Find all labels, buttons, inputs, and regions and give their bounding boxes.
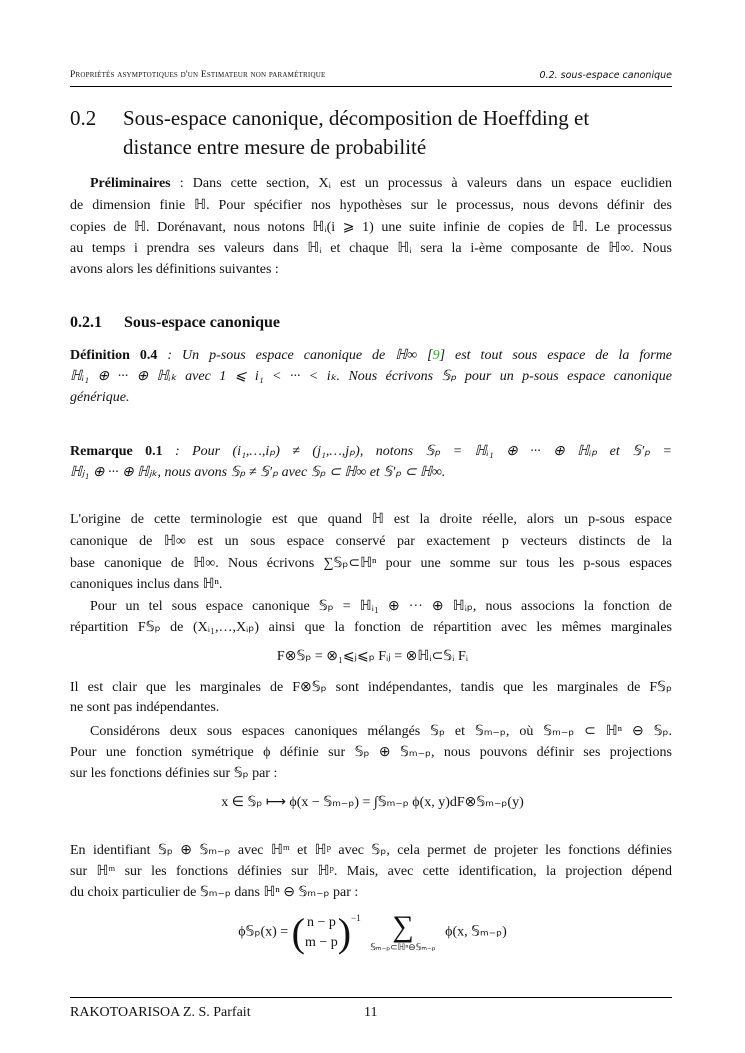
section-ref: 0.2. sous-espace canonique xyxy=(539,70,672,81)
citation-link[interactable]: 9 xyxy=(432,348,440,363)
subsection-title: Sous-espace canonique xyxy=(124,314,281,331)
remark-line xyxy=(70,443,672,461)
section-title-line: Sous-espace canonique, décomposition de Hoeffding et xyxy=(123,106,590,130)
binom-top: n − p xyxy=(306,914,336,930)
paragraph-line: L'origine de cette terminologie est que quand ℍ est la droite réelle, alors un p-sous espace xyxy=(70,512,672,527)
text: : Dans cette section, Xᵢ est un processus à valeurs dans un espace euclidien xyxy=(170,176,672,191)
paragraph-line: Considérons deux sous espaces canoniques mélangés 𝕊ₚ et 𝕊ₘ₋ₚ, où 𝕊ₘ₋ₚ ⊂ ℍⁿ ⊖ 𝕊ₚ. xyxy=(90,724,672,739)
subsection-heading xyxy=(70,314,280,332)
sum-symbol: ∑ xyxy=(392,910,414,943)
footer-author: RAKOTOARISOA Z. S. Parfait xyxy=(70,1005,251,1020)
text: ] est tout sous espace de la forme xyxy=(439,348,673,363)
preliminaires-line xyxy=(90,175,672,193)
sum xyxy=(370,912,435,953)
paragraph-line: base canonique de ℍ∞. Nous écrivons ∑𝕊ₚ⊂ℍⁿ pour une somme sur tous les p-sous espaces xyxy=(70,556,672,571)
section-number: 0.2 xyxy=(70,106,97,130)
paragraph-line: canonique de ℍ∞ est un sous espace conservé par exactement p vecteurs distincts de la xyxy=(70,534,672,549)
eq-rhs: ϕ(x, 𝕊ₘ₋ₚ) xyxy=(445,924,507,940)
definition-line: ℍᵢ₁ ⊕ ··· ⊕ ℍᵢₖ avec 1 ⩽ i₁ < ··· < iₖ. Nous écrivons 𝕊ₚ pour un p-sous espace canonique xyxy=(70,369,672,384)
paragraph-line: sur les fonctions définies sur 𝕊ₚ par : xyxy=(70,766,278,781)
paragraph-line: En identifiant 𝕊ₚ ⊕ 𝕊ₘ₋ₚ avec ℍᵐ et ℍᵖ avec 𝕊ₚ, cela permet de projeter les fonctions définies xyxy=(70,843,672,858)
paragraph-line: du choix particulier de 𝕊ₘ₋ₚ dans ℍⁿ ⊖ 𝕊ₘ₋ₚ par : xyxy=(70,885,359,900)
paragraph-line: Pour une fonction symétrique ϕ définie sur 𝕊ₚ ⊕ 𝕊ₘ₋ₚ, nous pouvons définir ses projections xyxy=(70,745,672,760)
equation-symmetrized-projection xyxy=(0,909,745,955)
section-title-line: distance entre mesure de probabilité xyxy=(123,135,427,159)
preliminaires-label: Préliminaires xyxy=(90,176,171,191)
definition-label: Définition 0.4 xyxy=(70,348,158,363)
running-title: Propriétés asymptotiques d'un Estimateur non paramétrique xyxy=(70,70,326,80)
paragraph-line: Pour un tel sous espace canonique 𝕊ₚ = ℍᵢ₁ ⊕ ··· ⊕ ℍᵢₚ, nous associons la fonction de xyxy=(90,599,672,614)
subsection-number: 0.2.1 xyxy=(70,314,102,331)
equation-product-distribution: F⊗𝕊ₚ = ⊗₁⩽ⱼ⩽ₚ Fᵢⱼ = ⊗ℍᵢ⊂𝕊ᵢ Fᵢ xyxy=(276,649,469,664)
sum-limit: 𝕊ₘ₋ₚ⊂ℍⁿ⊖𝕊ₘ₋ₚ xyxy=(370,942,436,952)
exponent: −1 xyxy=(351,912,361,923)
header-rule xyxy=(70,86,672,87)
text: : Pour (i₁,…,iₚ) ≠ (j₁,…,jₚ), notons 𝕊ₚ = ℍᵢ₁ ⊕ ··· ⊕ ℍᵢₚ et 𝕊′ₚ = xyxy=(162,444,672,459)
remark-line: ℍⱼ₁ ⊕ ··· ⊕ ℍⱼₖ, nous avons 𝕊ₚ ≠ 𝕊′ₚ avec 𝕊ₚ ⊂ ℍ∞ et 𝕊′ₚ ⊂ ℍ∞. xyxy=(70,465,446,480)
page-number: 11 xyxy=(364,1005,378,1020)
text: : Un p-sous espace canonique de ℍ∞ [ xyxy=(157,348,433,363)
paragraph-line: Il est clair que les marginales de F⊗𝕊ₚ sont indépendantes, tandis que les marginales de F𝕊ₚ xyxy=(70,680,672,695)
preliminaires-line: avons alors les définitions suivantes : xyxy=(70,262,279,277)
equation-projection: x ∈ 𝕊ₚ ⟼ ϕ(x − 𝕊ₘ₋ₚ) = ∫𝕊ₘ₋ₚ ϕ(x, y)dF⊗𝕊ₘ₋ₚ(y) xyxy=(221,795,524,810)
paragraph-line: répartition F𝕊ₚ de (Xᵢ₁,…,Xᵢₚ) ainsi que la fonction de répartition avec les mêmes marginales xyxy=(70,620,672,635)
paragraph-line: ne sont pas indépendantes. xyxy=(70,700,220,715)
definition-line: générique. xyxy=(70,390,130,405)
preliminaires-line: au temps i prendra ses valeurs dans ℍᵢ et chaque ℍᵢ sera la i-ème composante de ℍ∞. Nous xyxy=(70,241,672,256)
preliminaires-line: copies de ℍ. Dorénavant, nous notons ℍᵢ(i ⩾ 1) une suite infinie de copies de ℍ. Le processus xyxy=(70,220,672,235)
paragraph-line: canoniques inclus dans ℍⁿ. xyxy=(70,577,223,592)
preliminaires-line: de dimension finie ℍ. Pour spécifier nos hypothèses sur le processus, nous devons définir des xyxy=(70,198,672,213)
paragraph-line: sur ℍᵐ sur les fonctions définies sur ℍᵖ. Mais, avec cette identification, la projection dépend xyxy=(70,864,672,879)
binomial-coefficient: ( n − p m − p ) $^{-1}$ xyxy=(291,909,361,955)
remark-label: Remarque 0.1 xyxy=(70,444,163,459)
eq-lhs: ϕ𝕊ₚ(x) = xyxy=(238,924,289,940)
binom-bottom: m − p xyxy=(305,934,338,950)
definition-line xyxy=(70,347,672,365)
footer-rule xyxy=(70,997,672,998)
